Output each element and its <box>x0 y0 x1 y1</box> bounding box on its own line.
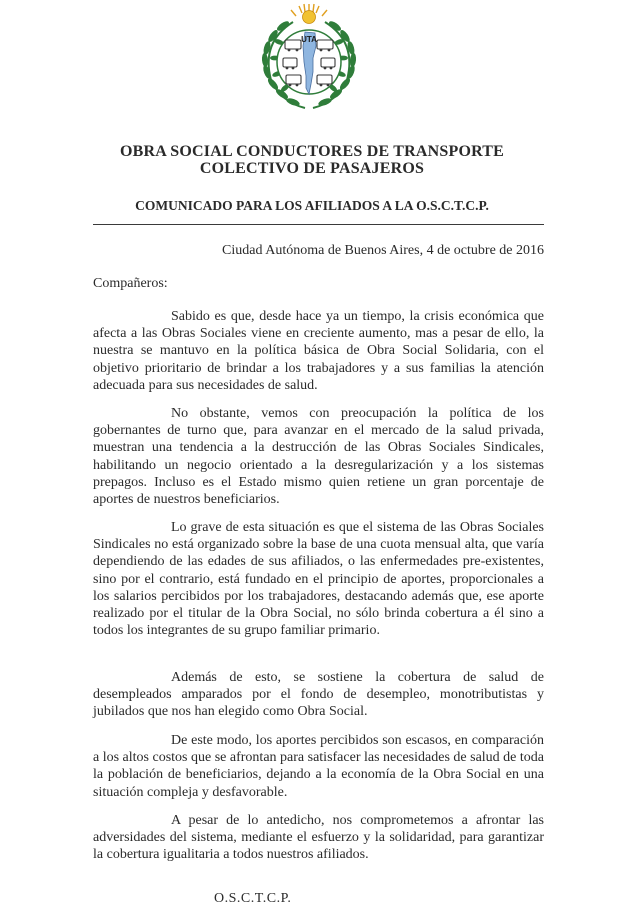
communique-subtitle: COMUNICADO PARA LOS AFILIADOS A LA O.S.C.T.C.P. <box>135 198 489 213</box>
body-paragraph-1: Sabido es que, desde hace ya un tiempo, la crisis económica que afecta a las Obras Sociales viene en creciente aumento, mas a pesar de ello, la nuestra se mantuvo en la política básica de Obra Social Solidaria, con el objetivo prioritario de brindar a los trabajadores y a sus familias la atención adecuada para sus necesidades de salud. <box>93 309 544 393</box>
uta-laurel-seal-icon <box>253 2 365 114</box>
body-paragraph-2: No obstante, vemos con preocupación la política de los gobernantes de turno que, para avanzar en el mercado de la salud privada, muestran una tendencia a la destrucción de las Obras Sociales Sindicales, habilitando un negocio orientado a la desregularización y a los sistemas prepagos. Incluso es el Estado mismo quien retiene un gran porcentaje de aportes de nuestros beneficiarios. <box>93 406 544 508</box>
header-divider <box>93 224 544 225</box>
title-line-2: COLECTIVO DE PASAJEROS <box>199 160 425 177</box>
uta-logo <box>253 2 365 114</box>
title-line-1: OBRA SOCIAL CONDUCTORES DE TRANSPORTE <box>119 143 505 160</box>
logo-text: UTA <box>301 35 317 44</box>
letter-greeting: Compañeros: <box>93 276 168 291</box>
body-paragraph-3: Lo grave de esta situación es que el sistema de las Obras Sociales Sindicales no está organizado sobre la base de una cuota mensual alta, que varía dependiendo de las edades de sus afiliados, o las enfermedades pre-existentes, sino por el contrario, está fundado en el principio de aportes, proporcionales a los salarios percibidos por los trabajadores, destacando además que, ese aporte realizado por el titular de la Obra Social, no sólo brinda cobertura a él sino a todos los integrantes de su grupo familiar primario. <box>93 520 544 639</box>
letter-signature: O.S.C.T.C.P. <box>214 891 292 906</box>
body-paragraph-6: A pesar de lo antedicho, nos comprometemos a afrontar las adversidades del sistema, mediante el esfuerzo y la solidaridad, para garantizar la cobertura igualitaria a todos nuestros afiliados. <box>93 813 544 863</box>
letter-date: Ciudad Autónoma de Buenos Aires, 4 de octubre de 2016 <box>222 243 544 258</box>
body-paragraph-4: Además de esto, se sostiene la cobertura de salud de desempleados amparados por el fondo de desempleo, monotributistas y jubilados que nos han elegido como Obra Social. <box>93 670 544 720</box>
organization-title <box>90 143 534 177</box>
body-paragraph-5: De este modo, los aportes percibidos son escasos, en comparación a los altos costos que se afrontan para satisfacer las necesidades de salud de toda la población de beneficiarios, dejando a la economía de la Obra Social en una situación compleja y desfavorable. <box>93 733 544 800</box>
